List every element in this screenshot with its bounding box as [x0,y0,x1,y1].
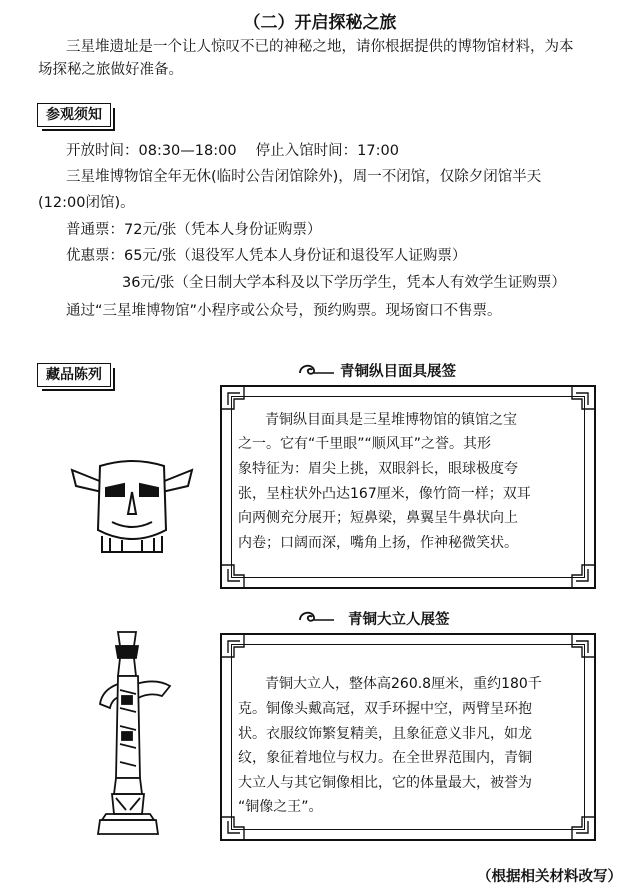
figure-desc-line-4: 纹，象征着地位与权力。在全世界范围内，青铜 [238,750,532,766]
bronze-standing-figure-icon [92,628,182,840]
intro-line-1: 三星堆遗址是一个让人惊叹不已的神秘之地，请你根据提供的博物馆材料，为本 [66,39,574,55]
source-note: （根据相关材料改写） [477,869,622,885]
figure-desc-line-6: “铜像之王”。 [238,799,323,815]
figure-desc-line-5: 大立人与其它铜像相比，它的体量最大，被誉为 [238,775,532,791]
mask-desc-line-5: 向两侧充分展开；短鼻梁，鼻翼呈牛鼻状向上 [238,510,518,526]
mask-desc-line-2: 之一。它有“千里眼”“顺风耳”之誉。其形 [238,436,492,452]
mask-desc-line-3: 象特征为：眉尖上挑，双眼斜长，眼球极度夸 [238,461,518,477]
mask-desc-line-1: 青铜纵目面具是三星堆博物馆的镇馆之宝 [265,412,517,428]
figure-desc-line-2: 克。铜像头戴高冠，双手环握中空，两臂呈环抱 [238,701,532,717]
cloud-scroll-icon-2 [296,606,336,628]
cloud-scroll-icon [296,359,336,381]
opening-hours: 开放时间：08:30—18:00 停止入馆时间：17:00 [66,143,399,159]
regular-ticket: 普通票：72元/张（凭本人身份证购票） [66,222,322,238]
booking-note: 通过“三星堆博物馆”小程序或公众号，预约购票。现场窗口不售票。 [66,303,502,319]
visit-notice-label: 参观须知 [37,103,111,127]
closing-policy-cont: (12:00闭馆)。 [38,195,135,211]
mask-desc-line-4: 张，呈柱状外凸达167厘米，像竹筒一样；双耳 [238,486,531,502]
section-title: （二）开启探秘之旅 [243,13,397,33]
collection-label: 藏品陈列 [37,363,111,387]
figure-desc-line-3: 状。衣服纹饰繁复精美，且象征意义非凡，如龙 [238,726,532,742]
mask-desc-line-6: 内卷；口阔而深，嘴角上扬，作神秘微笑状。 [238,535,518,551]
closing-policy: 三星堆博物馆全年无休(临时公告闭馆除外)，周一不闭馆，仅除夕闭馆半天 [66,169,542,185]
discount-ticket-student: 36元/张（全日制大学本科及以下学历学生，凭本人有效学生证购票） [122,275,566,291]
figure-desc-line-1: 青铜大立人，整体高260.8厘米，重约180千 [265,676,542,692]
figure-panel-title: 青铜大立人展签 [348,612,450,628]
bronze-mask-icon [62,452,202,562]
discount-ticket-veteran: 优惠票：65元/张（退役军人凭本人身份证和退役军人证购票） [66,248,467,264]
mask-panel-title: 青铜纵目面具展签 [340,364,456,380]
intro-line-2: 场探秘之旅做好准备。 [38,62,183,78]
